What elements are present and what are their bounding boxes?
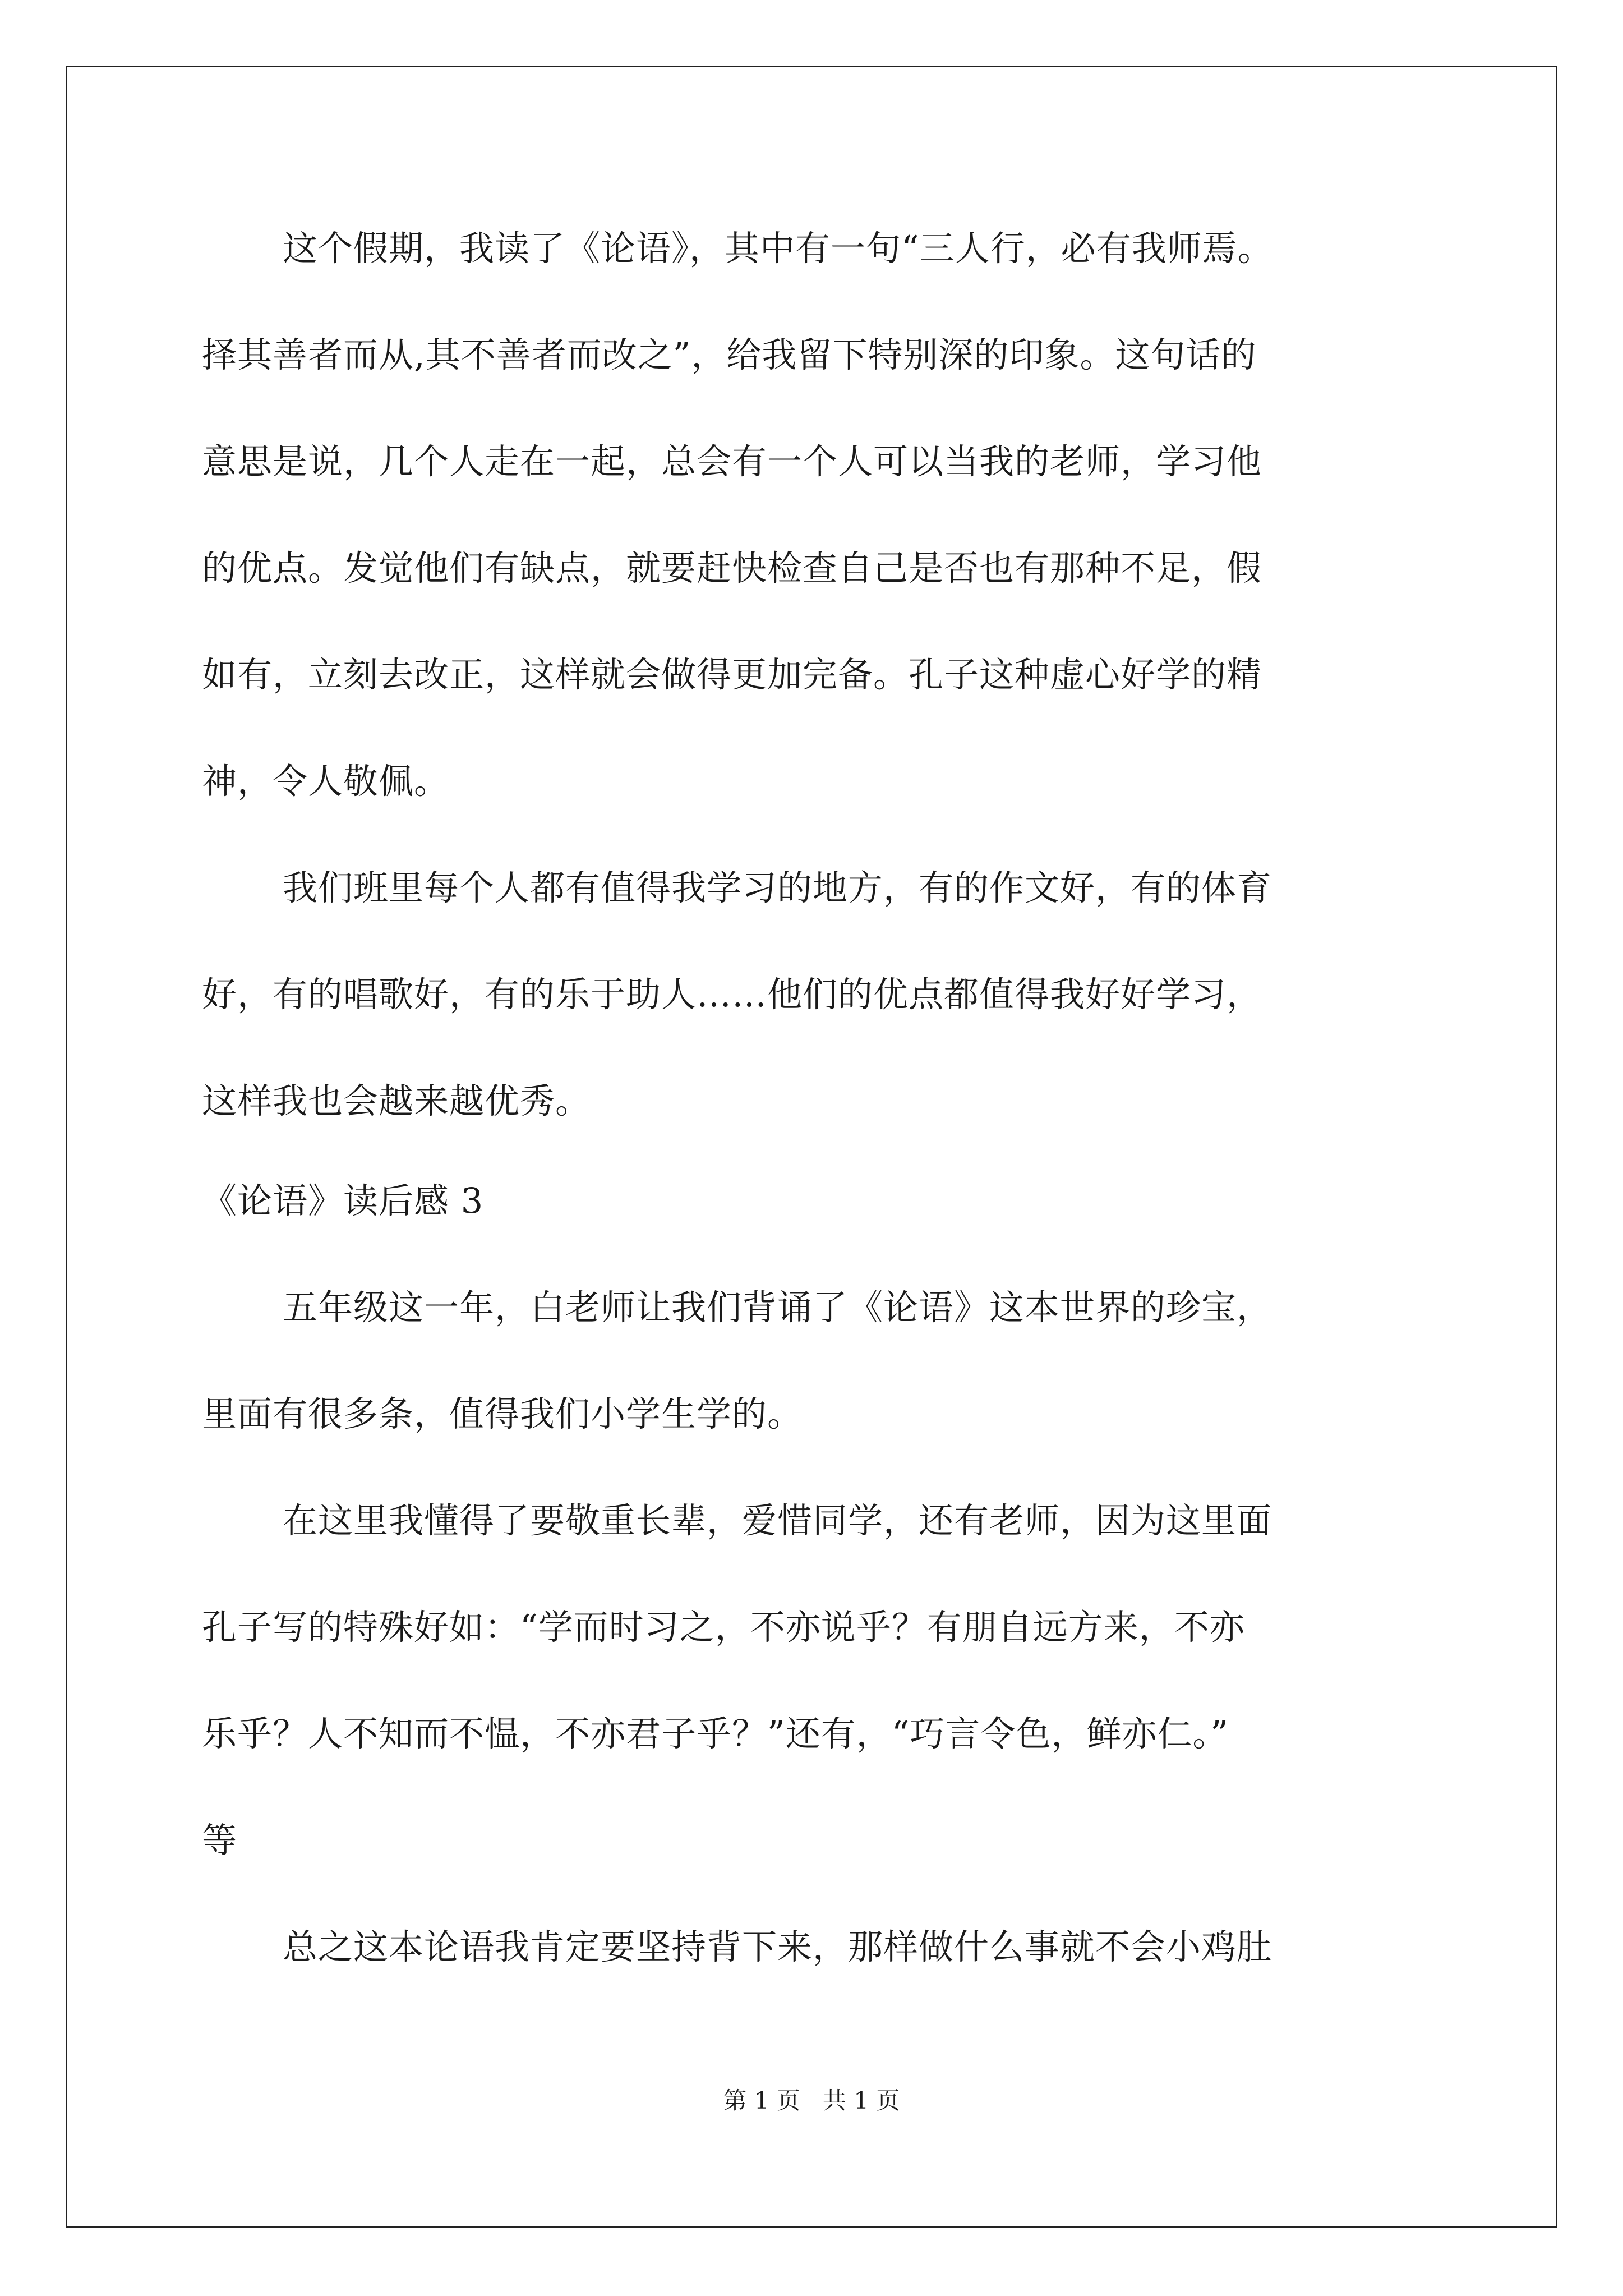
paragraph-line: 这个假期，我读了《论语》，其中有一句“三人行，必有我师焉。: [283, 228, 1273, 269]
paragraph-line: 如有，立刻去改正，这样就会做得更加完备。孔子这种虚心好学的精: [202, 654, 1262, 695]
paragraph-line: 的优点。发觉他们有缺点，就要赶快检查自己是否也有那种不足，假: [202, 547, 1262, 588]
paragraph-line: 总之这本论语我肯定要坚持背下来，那样做什么事就不会小鸡肚: [283, 1926, 1272, 1967]
paragraph-line: 这样我也会越来越优秀。: [202, 1080, 591, 1121]
paragraph-line: 孔子写的特殊好如：“学而时习之，不亦说乎？有朋自远方来，不亦: [202, 1607, 1245, 1648]
paragraph-line: 乐乎？人不知而不愠，不亦君子乎？”还有，“巧言令色，鲜亦仁。”: [202, 1713, 1229, 1754]
paragraph-line: 神，令人敬佩。: [202, 761, 450, 802]
paragraph-line: 里面有很多条，值得我们小学生学的。: [202, 1393, 803, 1434]
section-heading: 《论语》读后感 3: [202, 1180, 484, 1221]
paragraph-line: 我们班里每个人都有值得我学习的地方，有的作文好，有的体育: [283, 867, 1272, 908]
paragraph-line: 等: [202, 1820, 238, 1861]
paragraph-line: 五年级这一年，白老师让我们背诵了《论语》这本世界的珍宝，: [283, 1287, 1272, 1328]
paragraph-line: 择其善者而从,其不善者而改之”，给我留下特别深的印象。这句话的: [202, 334, 1257, 375]
page-number-footer: 第 1 页 共 1 页: [723, 2087, 900, 2114]
paragraph-line: 意思是说，几个人走在一起，总会有一个人可以当我的老师，学习他: [202, 441, 1262, 482]
page-border: [66, 66, 1557, 2228]
paragraph-line: 在这里我懂得了要敬重长辈，爱惜同学，还有老师，因为这里面: [283, 1500, 1272, 1541]
paragraph-line: 好，有的唱歌好，有的乐于助人……他们的优点都值得我好好学习，: [202, 974, 1262, 1015]
